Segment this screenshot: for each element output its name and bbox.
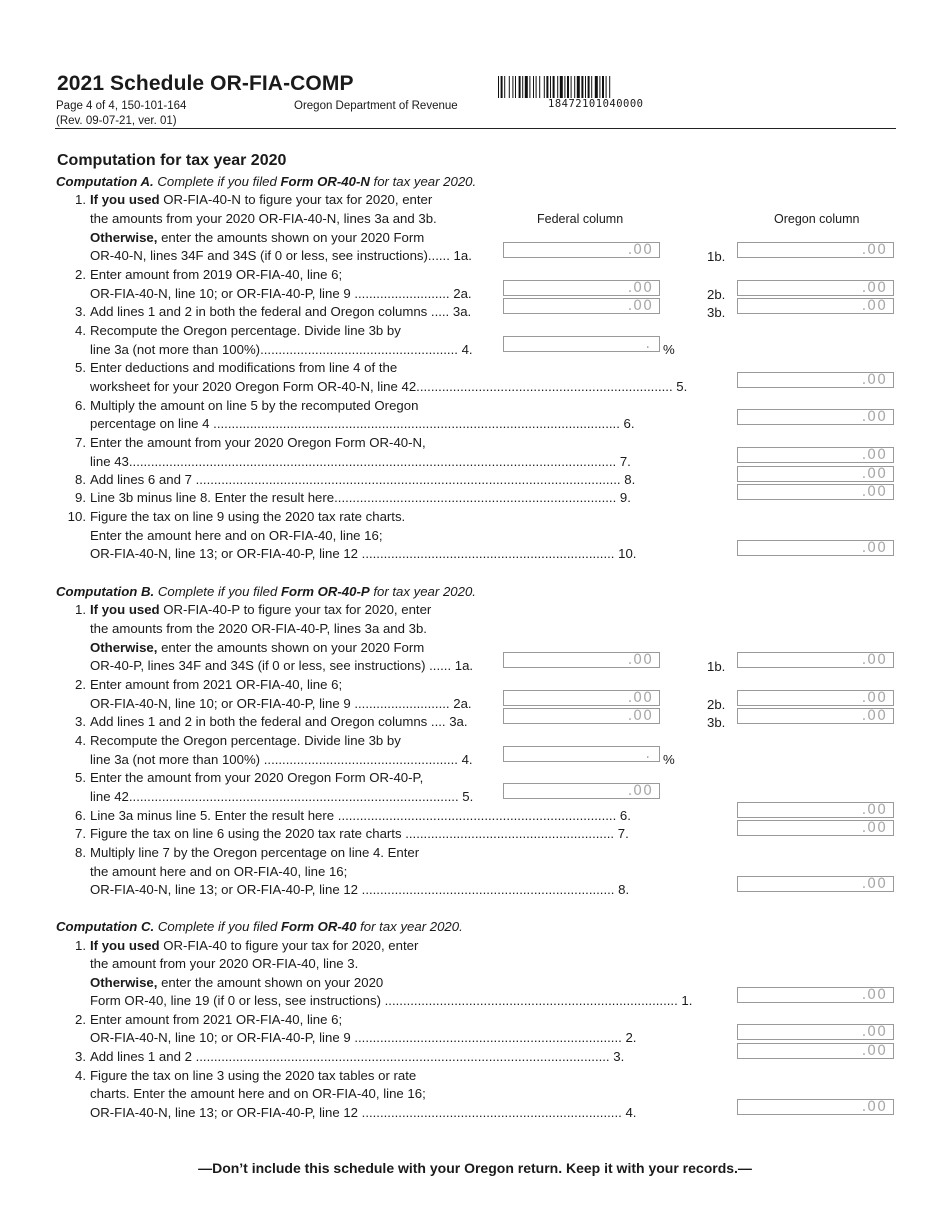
comp-a-line-1a-label: OR-40-N, lines 34F and 34S (if 0 or less, see instructions)...... 1a. bbox=[90, 248, 472, 263]
comp-c-line-4: 4. Figure the tax on line 3 using the 2020 tax tables or rate bbox=[75, 1068, 417, 1083]
comp-a-line-1: 1. If you used OR-FIA-40-N to figure your tax for 2020, enter bbox=[75, 192, 433, 207]
footer-note: —Don’t include this schedule with your Oregon return. Keep it with your records.— bbox=[198, 1160, 752, 1176]
comp-a-line-2a-label: OR-FIA-40-N, line 10; or OR-FIA-40-P, line 9 .......................... 2a. bbox=[90, 286, 472, 301]
comp-a-line-10-text: Enter the amount here and on OR-FIA-40, line 16; bbox=[90, 528, 383, 543]
comp-b-5-federal-field[interactable]: .00 bbox=[503, 783, 660, 799]
revision-info: (Rev. 09-07-21, ver. 01) bbox=[56, 115, 177, 127]
comp-a-line-10: 10. Figure the tax on line 9 using the 2020 tax rate charts. bbox=[67, 509, 406, 524]
department-name: Oregon Department of Revenue bbox=[294, 100, 458, 112]
comp-a-1a-federal-field[interactable]: .00 bbox=[503, 242, 660, 258]
comp-b-8-oregon-field[interactable]: .00 bbox=[737, 876, 894, 892]
comp-b-line-5-label: line 42.......................................................................................... 5. bbox=[90, 789, 474, 804]
comp-b-1b-label: 1b. bbox=[707, 659, 726, 674]
computation-c-title: Computation C. Complete if you filed Form OR-40 for tax year 2020. bbox=[56, 919, 463, 934]
comp-c-2-oregon-field[interactable]: .00 bbox=[737, 1024, 894, 1040]
comp-b-line-3: 3. Add lines 1 and 2 in both the federal and Oregon columns .... 3a. bbox=[75, 714, 468, 729]
comp-a-line-7-label: line 43..................................................................................................................................... 7. bbox=[90, 454, 631, 469]
comp-b-2b-label: 2b. bbox=[707, 697, 726, 712]
comp-a-10-oregon-field[interactable]: .00 bbox=[737, 540, 894, 556]
comp-a-line-5: 5. Enter deductions and modifications from line 4 of the bbox=[75, 360, 398, 375]
comp-b-line-1a-label: OR-40-P, lines 34F and 34S (if 0 or less, see instructions) ...... 1a. bbox=[90, 658, 474, 673]
comp-a-2b-label: 2b. bbox=[707, 287, 726, 302]
comp-b-2a-federal-field[interactable]: .00 bbox=[503, 690, 660, 706]
comp-b-2b-oregon-field[interactable]: .00 bbox=[737, 690, 894, 706]
comp-c-line-2-label: OR-FIA-40-N, line 10; or OR-FIA-40-P, line 9 ......................................................................... 2. bbox=[90, 1030, 637, 1045]
barcode-number: 18472101040000 bbox=[548, 98, 644, 110]
comp-a-line-4: 4. Recompute the Oregon percentage. Divide line 3b by bbox=[75, 323, 401, 338]
comp-c-4-oregon-field[interactable]: .00 bbox=[737, 1099, 894, 1115]
comp-b-line-1: 1. If you used OR-FIA-40-P to figure your tax for 2020, enter bbox=[75, 602, 432, 617]
comp-b-3a-federal-field[interactable]: .00 bbox=[503, 708, 660, 724]
percent-sign: % bbox=[663, 342, 675, 357]
comp-a-2a-federal-field[interactable]: .00 bbox=[503, 280, 660, 296]
comp-a-line-1-text: Otherwise, enter the amounts shown on your 2020 Form bbox=[90, 230, 425, 245]
comp-b-line-6: 6. Line 3a minus line 5. Enter the result here ............................................................................ 6. bbox=[75, 808, 631, 823]
computation-b-title: Computation B. Complete if you filed Form OR-40-P for tax year 2020. bbox=[56, 584, 476, 599]
comp-b-line-8-label: OR-FIA-40-N, line 13; or OR-FIA-40-P, line 12 ..................................................................... 8. bbox=[90, 882, 630, 897]
comp-a-8-oregon-field[interactable]: .00 bbox=[737, 466, 894, 482]
comp-a-line-2: 2. Enter amount from 2019 OR-FIA-40, line 6; bbox=[75, 267, 343, 282]
comp-c-line-2: 2. Enter amount from 2021 OR-FIA-40, line 6; bbox=[75, 1012, 343, 1027]
comp-a-5-oregon-field[interactable]: .00 bbox=[737, 372, 894, 388]
comp-a-line-5-label: worksheet for your 2020 Oregon Form OR-40-N, line 42...................................................................... 5. bbox=[90, 379, 688, 394]
comp-c-line-1-label: Form OR-40, line 19 (if 0 or less, see instructions) ................................................................................ 1. bbox=[90, 993, 693, 1008]
comp-b-line-4-label: line 3a (not more than 100%) ..................................................... 4. bbox=[90, 752, 473, 767]
comp-a-1b-label: 1b. bbox=[707, 249, 726, 264]
oregon-column-header: Oregon column bbox=[774, 212, 860, 226]
comp-c-line-1-text: the amount from your 2020 OR-FIA-40, line 3. bbox=[90, 956, 359, 971]
comp-c-line-4-text: charts. Enter the amount here and on OR-FIA-40, line 16; bbox=[90, 1086, 426, 1101]
comp-b-line-8: 8. Multiply line 7 by the Oregon percentage on line 4. Enter bbox=[75, 845, 420, 860]
comp-a-3b-oregon-field[interactable]: .00 bbox=[737, 298, 894, 314]
comp-b-line-1-text: Otherwise, enter the amounts shown on your 2020 Form bbox=[90, 640, 425, 655]
comp-a-3b-label: 3b. bbox=[707, 305, 726, 320]
comp-b-line-2: 2. Enter amount from 2021 OR-FIA-40, line 6; bbox=[75, 677, 343, 692]
comp-a-3a-federal-field[interactable]: .00 bbox=[503, 298, 660, 314]
comp-b-3b-label: 3b. bbox=[707, 715, 726, 730]
comp-b-line-2a-label: OR-FIA-40-N, line 10; or OR-FIA-40-P, line 9 .......................... 2a. bbox=[90, 696, 472, 711]
comp-a-line-8: 8. Add lines 6 and 7 .................................................................................................................... 8. bbox=[75, 472, 636, 487]
page-heading: Computation for tax year 2020 bbox=[57, 152, 287, 169]
comp-b-1b-oregon-field[interactable]: .00 bbox=[737, 652, 894, 668]
comp-b-3b-oregon-field[interactable]: .00 bbox=[737, 708, 894, 724]
comp-c-line-3: 3. Add lines 1 and 2 ................................................................................................................. 3. bbox=[75, 1049, 625, 1064]
comp-c-3-oregon-field[interactable]: .00 bbox=[737, 1043, 894, 1059]
comp-b-line-5: 5. Enter the amount from your 2020 Oregon Form OR-40-P, bbox=[75, 770, 424, 785]
comp-a-6-oregon-field[interactable]: .00 bbox=[737, 409, 894, 425]
header-divider bbox=[55, 128, 896, 129]
comp-c-line-4-label: OR-FIA-40-N, line 13; or OR-FIA-40-P, line 12 ....................................................................... 4. bbox=[90, 1105, 637, 1120]
form-title: 2021 Schedule OR-FIA-COMP bbox=[57, 72, 354, 95]
barcode-image bbox=[498, 76, 710, 98]
comp-b-6-oregon-field[interactable]: .00 bbox=[737, 802, 894, 818]
comp-c-1-oregon-field[interactable]: .00 bbox=[737, 987, 894, 1003]
comp-a-1b-oregon-field[interactable]: .00 bbox=[737, 242, 894, 258]
page-info: Page 4 of 4, 150-101-164 bbox=[56, 100, 187, 112]
comp-b-4-percent-field[interactable]: . bbox=[503, 746, 660, 762]
comp-c-line-1-text: Otherwise, enter the amount shown on your 2020 bbox=[90, 975, 384, 990]
comp-b-1a-federal-field[interactable]: .00 bbox=[503, 652, 660, 668]
comp-a-line-7: 7. Enter the amount from your 2020 Oregon Form OR-40-N, bbox=[75, 435, 426, 450]
federal-column-header: Federal column bbox=[537, 212, 624, 226]
comp-b-line-8-text: the amount here and on OR-FIA-40, line 16; bbox=[90, 864, 348, 879]
comp-a-line-3: 3. Add lines 1 and 2 in both the federal and Oregon columns ..... 3a. bbox=[75, 304, 472, 319]
comp-a-2b-oregon-field[interactable]: .00 bbox=[737, 280, 894, 296]
comp-b-line-4: 4. Recompute the Oregon percentage. Divide line 3b by bbox=[75, 733, 401, 748]
comp-a-line-10-label: OR-FIA-40-N, line 13; or OR-FIA-40-P, line 12 ..................................................................... 10. bbox=[90, 546, 637, 561]
computation-a-title: Computation A. Complete if you filed Form OR-40-N for tax year 2020. bbox=[56, 174, 477, 189]
comp-b-7-oregon-field[interactable]: .00 bbox=[737, 820, 894, 836]
comp-b-line-1-text: the amounts from the 2020 OR-FIA-40-P, lines 3a and 3b. bbox=[90, 621, 427, 636]
comp-b-line-7: 7. Figure the tax on line 6 using the 2020 tax rate charts ......................................................... 7. bbox=[75, 826, 629, 841]
comp-a-line-1-text: the amounts from your 2020 OR-FIA-40-N, lines 3a and 3b. bbox=[90, 211, 437, 226]
comp-a-line-9: 9. Line 3b minus line 8. Enter the result here............................................................................. 9. bbox=[75, 490, 631, 505]
comp-a-7-oregon-field[interactable]: .00 bbox=[737, 447, 894, 463]
comp-a-line-6: 6. Multiply the amount on line 5 by the recomputed Oregon bbox=[75, 398, 419, 413]
comp-a-line-6-label: percentage on line 4 ............................................................................................................... 6. bbox=[90, 416, 635, 431]
comp-a-4-percent-field[interactable]: . bbox=[503, 336, 660, 352]
percent-sign: % bbox=[663, 752, 675, 767]
comp-a-9-oregon-field[interactable]: .00 bbox=[737, 484, 894, 500]
comp-c-line-1: 1. If you used OR-FIA-40 to figure your tax for 2020, enter bbox=[75, 938, 419, 953]
comp-a-line-4-label: line 3a (not more than 100%)...................................................... 4. bbox=[90, 342, 473, 357]
